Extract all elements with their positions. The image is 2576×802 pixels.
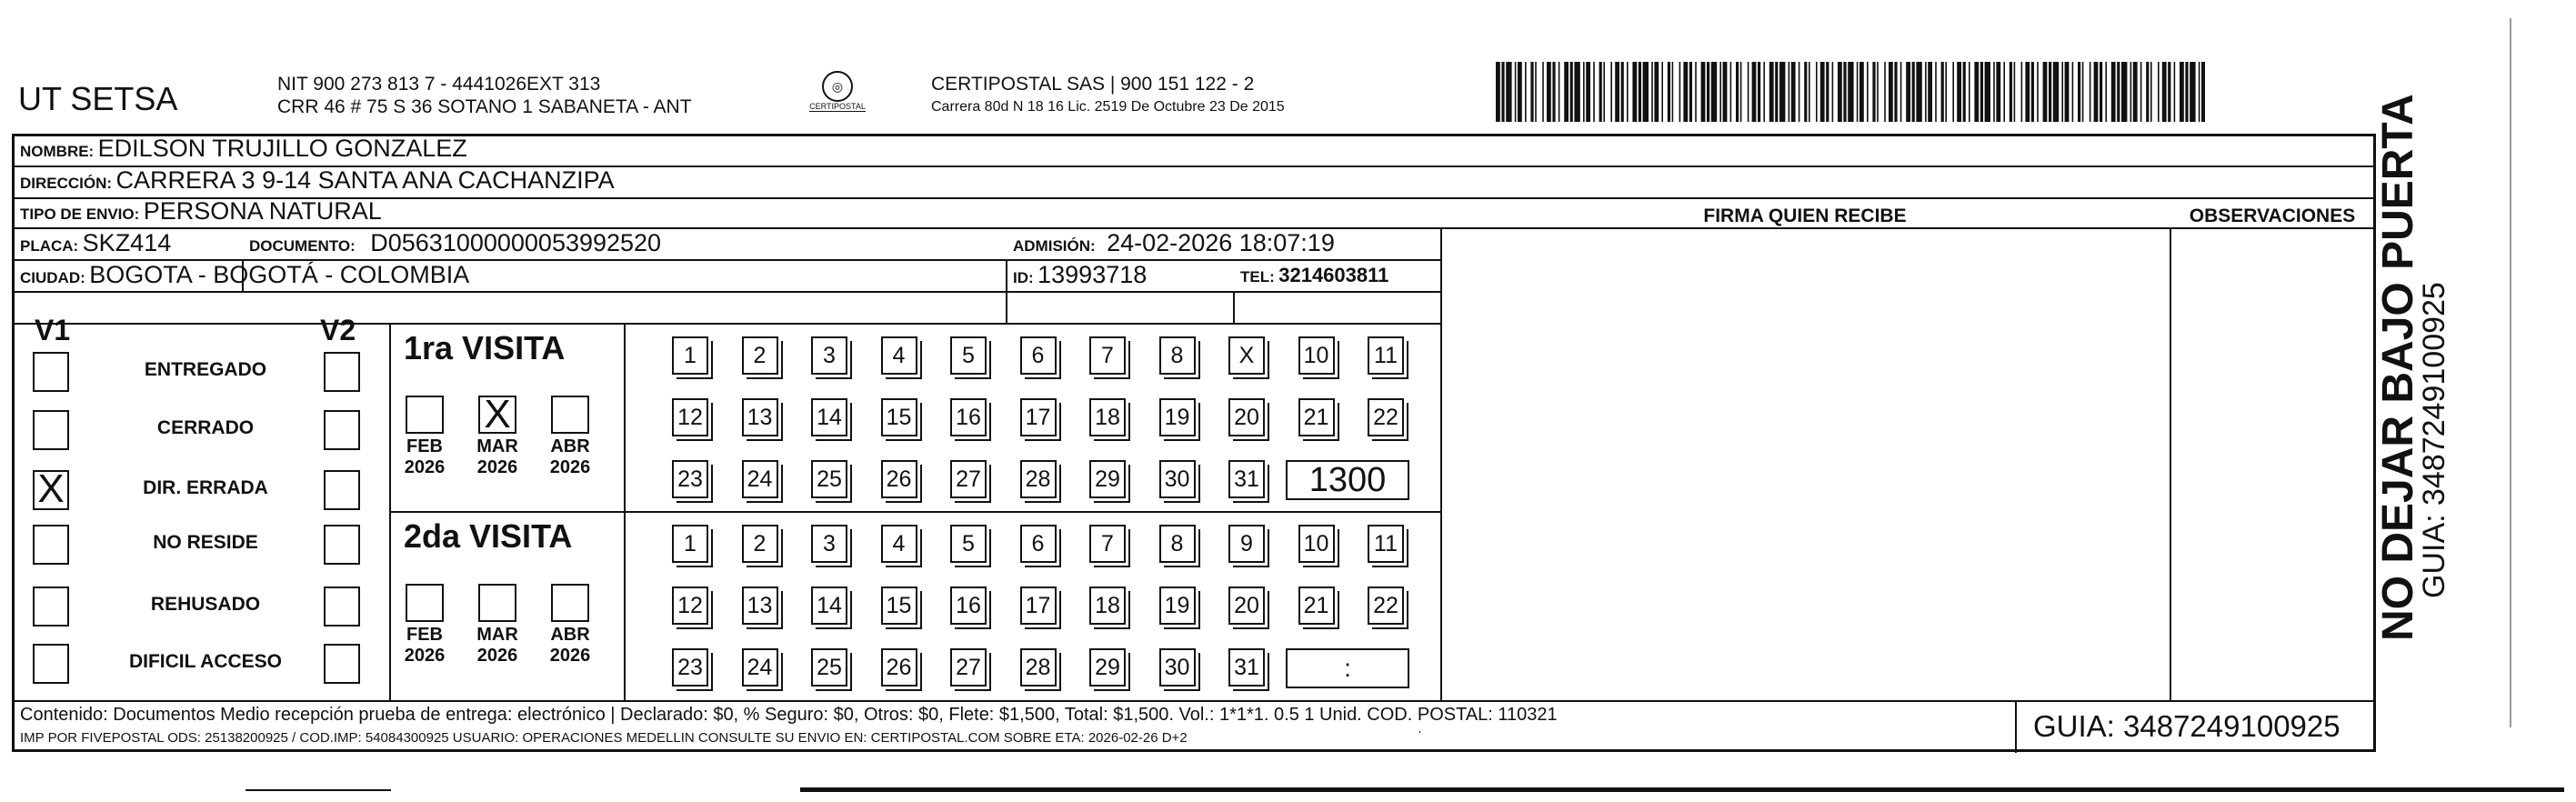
barcode-bar	[1518, 62, 1522, 122]
day-box[interactable]: 25	[811, 460, 847, 498]
barcode-bar	[1632, 62, 1637, 122]
barcode-bar	[1515, 62, 1517, 122]
day-box[interactable]: 2	[742, 525, 778, 563]
barcode-bar	[2150, 62, 2152, 122]
day-box[interactable]: 20	[1228, 586, 1265, 625]
barcode-bar	[1848, 62, 1853, 122]
barcode-bar	[1889, 62, 1893, 122]
day-box[interactable]: 7	[1089, 336, 1126, 375]
barcode-bar	[1570, 62, 1573, 122]
v2-header: V2	[320, 314, 356, 346]
month-year: 2026	[476, 646, 518, 666]
day-box[interactable]: 17	[1020, 586, 1057, 625]
day-box[interactable]: 19	[1159, 586, 1196, 625]
v1-checkbox[interactable]	[33, 644, 69, 684]
day-box[interactable]: 11	[1368, 336, 1404, 375]
barcode-bar	[2053, 62, 2059, 122]
visit-time-field[interactable]: :	[1286, 648, 1409, 688]
barcode-bar	[2168, 62, 2170, 122]
v2-checkbox[interactable]	[324, 470, 360, 510]
day-box[interactable]: 19	[1159, 398, 1196, 436]
barcode-bar	[2140, 62, 2142, 122]
status-label: CERRADO	[156, 417, 255, 438]
barcode-bar	[1672, 62, 1674, 122]
day-box[interactable]: 16	[950, 398, 987, 436]
day-box[interactable]: 21	[1298, 398, 1335, 436]
day-box[interactable]: 10	[1298, 336, 1335, 375]
month-checkbox[interactable]	[478, 584, 516, 622]
month-name: FEB	[406, 625, 443, 645]
ciudad-label: CIUDAD:	[20, 269, 85, 286]
barcode-bar	[1859, 62, 1864, 122]
day-box[interactable]: 21	[1298, 586, 1335, 625]
id-row	[1013, 261, 1147, 289]
barcode-bar	[1689, 62, 1692, 122]
barcode-bar	[1928, 62, 1932, 122]
barcode-bar	[2014, 62, 2016, 122]
barcode-bar	[1957, 62, 1961, 122]
barcode-bar	[2190, 62, 2195, 122]
barcode-bar	[1736, 62, 1739, 122]
barcode-bar	[1758, 62, 1760, 122]
day-box[interactable]: X	[1228, 336, 1265, 375]
barcode-bar	[1775, 62, 1778, 122]
status-label: ENTREGADO	[144, 359, 267, 380]
v2-checkbox[interactable]	[324, 525, 360, 565]
day-box[interactable]: 31	[1228, 460, 1265, 498]
barcode-bar	[1711, 62, 1717, 122]
barcode-bar	[1809, 62, 1810, 122]
barcode-bar	[2025, 62, 2030, 122]
day-box[interactable]: 26	[881, 648, 917, 687]
day-box[interactable]: 1	[672, 336, 708, 375]
barcode-bar	[2065, 62, 2070, 122]
barcode-bar	[1838, 62, 1842, 122]
day-box[interactable]: 5	[950, 525, 987, 563]
v1-checkbox[interactable]	[33, 410, 69, 450]
v1-checkbox[interactable]	[33, 586, 69, 627]
barcode-bar	[1559, 62, 1560, 122]
v2-checkbox[interactable]	[324, 410, 360, 450]
barcode-bar	[1701, 62, 1706, 122]
day-box[interactable]: 22	[1368, 398, 1404, 436]
barcode-bar	[2121, 62, 2127, 122]
barcode-bar	[1603, 62, 1605, 122]
barcode-bar	[1935, 62, 1937, 122]
month-label	[544, 436, 596, 478]
barcode-bar	[1643, 62, 1649, 122]
barcode-bar	[1542, 62, 1544, 122]
barcode-bar	[1668, 62, 1670, 122]
barcode-bar	[1963, 62, 1966, 122]
barcode-bar	[1639, 62, 1641, 122]
month-name: FEB	[406, 436, 443, 456]
day-box[interactable]: 12	[672, 586, 708, 625]
barcode-bar	[1683, 62, 1688, 122]
barcode-bar	[1925, 62, 1927, 122]
day-box[interactable]: 3	[811, 336, 847, 375]
placa-label: PLACA:	[20, 237, 79, 255]
barcode-bar	[1651, 62, 1653, 122]
barcode-bar	[1941, 62, 1944, 122]
barcode-bar	[1906, 62, 1910, 122]
bottom-line-right	[800, 787, 2564, 792]
barcode-bar	[1985, 62, 1990, 122]
tel-row	[1240, 264, 1388, 287]
barcode-bar	[2094, 62, 2099, 122]
barcode-bar	[1719, 62, 1721, 122]
month-name: MAR	[476, 625, 518, 645]
month-year: 2026	[549, 646, 591, 666]
barcode-bar	[1695, 62, 1697, 122]
footer-guia: GUIA: 3487249100925	[2033, 709, 2340, 743]
barcode-bar	[1707, 62, 1709, 122]
day-box[interactable]: 9	[1228, 525, 1265, 563]
barcode-bar	[1799, 62, 1800, 122]
barcode-bar	[2199, 62, 2200, 122]
day-box[interactable]: 30	[1159, 648, 1196, 687]
day-box[interactable]: 15	[881, 586, 917, 625]
barcode-bar	[1740, 62, 1742, 122]
barcode-bar	[2078, 62, 2080, 122]
v1-checkbox[interactable]	[33, 525, 69, 565]
tel-value: 3214603811	[1278, 264, 1389, 286]
placa-value: SKZ414	[82, 229, 172, 256]
visit-title: 2da VISITA	[404, 517, 573, 555]
tel-label: TEL:	[1240, 268, 1275, 286]
day-box[interactable]: 26	[881, 460, 917, 498]
barcode-bar	[1654, 62, 1659, 122]
day-box[interactable]: 7	[1089, 525, 1126, 563]
day-box[interactable]: 4	[881, 336, 917, 375]
day-box[interactable]: 29	[1089, 460, 1126, 498]
address-line: CRR 46 # 75 S 36 SOTANO 1 SABANETA - ANT	[277, 96, 692, 117]
month-checkbox[interactable]	[551, 396, 589, 434]
barcode-bar	[1900, 62, 1902, 122]
barcode-bar	[1769, 62, 1774, 122]
day-box[interactable]: 3	[811, 525, 847, 563]
bottom-line-left	[246, 789, 391, 791]
tipo-envio-label: TIPO DE ENVIO:	[20, 206, 140, 223]
barcode-bar	[2082, 62, 2084, 122]
imp-text: IMP POR FIVEPOSTAL ODS: 25138200925 / COD.IMP: 54084300925 USUARIO: OPERACIONES MEDELLIN CONSULTE SU ENVIO EN: CERTIPOSTAL.COM SOBRE ETA: 2026-02-26 D+2	[20, 730, 1188, 746]
day-box[interactable]: 10	[1298, 525, 1335, 563]
month-name: ABR	[550, 436, 590, 456]
tipo-envio-value: PERSONA NATURAL	[143, 197, 382, 225]
barcode-bar	[2037, 62, 2039, 122]
right-edge-line	[2510, 18, 2511, 727]
documento-row	[249, 229, 661, 257]
barcode	[1496, 62, 2205, 122]
barcode-bar	[2174, 62, 2176, 122]
barcode-bar	[1610, 62, 1612, 122]
barcode-bar	[1832, 62, 1834, 122]
v2-checkbox[interactable]	[324, 586, 360, 627]
barcode-bar	[1679, 62, 1681, 122]
certipostal-license: Carrera 80d N 18 16 Lic. 2519 De Octubre 23 De 2015	[931, 99, 1285, 115]
nombre-label: NOMBRE:	[20, 143, 95, 160]
month-name: ABR	[550, 625, 590, 645]
barcode-bar	[2049, 62, 2051, 122]
barcode-bar	[2130, 62, 2132, 122]
company-name: UT SETSA	[18, 80, 178, 117]
logo-emblem-icon: ◎	[822, 71, 853, 102]
barcode-bar	[2185, 62, 2188, 122]
v2-checkbox[interactable]	[324, 644, 360, 684]
month-checkbox[interactable]	[551, 584, 589, 622]
day-box[interactable]: 2	[742, 336, 778, 375]
barcode-bar	[2111, 62, 2116, 122]
barcode-bar	[2105, 62, 2107, 122]
v1-checkbox[interactable]	[33, 352, 69, 392]
status-label: DIR. ERRADA	[143, 477, 268, 498]
certipostal-logo	[809, 71, 866, 118]
barcode-bar	[1593, 62, 1595, 122]
barcode-bar	[1547, 62, 1551, 122]
barcode-bar	[1501, 62, 1504, 122]
contenido-text: Contenido: Documentos Medio recepción prueba de entrega: electrónico | Declarado: $0, % Seguro: $0, Otros: $0, Flete: $1,500, Total: $1,500. Vol.: 1*1*1. 0.5 1 Unid. COD. POSTAL: 110321	[20, 705, 1558, 725]
v1-checkbox[interactable]	[33, 466, 69, 511]
barcode-bar	[1996, 62, 2000, 122]
barcode-bar	[2043, 62, 2048, 122]
day-box[interactable]: 23	[672, 648, 708, 687]
company-nit-block	[277, 73, 692, 118]
barcode-bar	[2090, 62, 2091, 122]
day-box[interactable]: 30	[1159, 460, 1196, 498]
status-label: NO RESIDE	[153, 532, 258, 553]
month-year: 2026	[549, 457, 591, 477]
barcode-bar	[1779, 62, 1785, 122]
documento-label: DOCUMENTO:	[249, 237, 356, 255]
barcode-bar	[1969, 62, 1970, 122]
day-box[interactable]: 25	[811, 648, 847, 687]
status-label: REHUSADO	[150, 594, 261, 615]
barcode-bar	[1535, 62, 1537, 122]
barcode-bar	[1574, 62, 1579, 122]
visit-time-field[interactable]: 1300	[1286, 460, 1409, 500]
barcode-bar	[1525, 62, 1527, 122]
barcode-bar	[1916, 62, 1921, 122]
barcode-bar	[1945, 62, 1947, 122]
day-box[interactable]: 23	[672, 460, 708, 498]
barcode-bar	[1599, 62, 1602, 122]
month-name: MAR	[476, 436, 518, 456]
certipostal-info	[931, 73, 1285, 118]
placa-row	[20, 229, 171, 257]
day-box[interactable]: 6	[1020, 525, 1057, 563]
day-box[interactable]: 14	[811, 586, 847, 625]
no-dejar-bajo-puerta-text: NO DEJAR BAJO PUERTA	[2374, 94, 2422, 641]
id-value: 13993718	[1037, 261, 1148, 288]
barcode-bar	[1506, 62, 1511, 122]
barcode-bar	[2146, 62, 2149, 122]
barcode-bar	[1496, 62, 1500, 122]
day-box[interactable]: 29	[1089, 648, 1126, 687]
month-label	[398, 436, 451, 478]
barcode-bar	[1872, 62, 1875, 122]
month-checkbox[interactable]	[406, 584, 444, 622]
barcode-bar	[1564, 62, 1569, 122]
barcode-bar	[2061, 62, 2063, 122]
month-checkbox[interactable]	[478, 392, 516, 436]
barcode-bar	[2010, 62, 2012, 122]
nit-line: NIT 900 273 813 7 - 4441026EXT 313	[277, 74, 601, 95]
day-box[interactable]: 5	[950, 336, 987, 375]
barcode-bar	[2133, 62, 2138, 122]
day-box[interactable]: 28	[1020, 460, 1057, 498]
documento-value: D05631000000053992520	[370, 229, 662, 256]
month-year: 2026	[404, 457, 446, 477]
barcode-bar	[1748, 62, 1749, 122]
barcode-bar	[2201, 62, 2205, 122]
visit-title: 1ra VISITA	[404, 329, 566, 366]
barcode-bar	[1826, 62, 1829, 122]
barcode-bar	[1615, 62, 1619, 122]
certipostal-name: CERTIPOSTAL SAS | 900 151 122 - 2	[931, 74, 1255, 95]
day-box[interactable]: 13	[742, 586, 778, 625]
barcode-bar	[1763, 62, 1765, 122]
barcode-bar	[1816, 62, 1818, 122]
barcode-bar	[1980, 62, 1983, 122]
admision-label: ADMISIÓN:	[1013, 237, 1096, 255]
check-mark-icon: X	[484, 392, 511, 436]
month-label	[398, 625, 451, 667]
barcode-bar	[2117, 62, 2120, 122]
barcode-bar	[2100, 62, 2102, 122]
day-box[interactable]: 18	[1089, 586, 1126, 625]
status-label: DIFICIL ACCESO	[128, 651, 282, 672]
barcode-bar	[2072, 62, 2074, 122]
barcode-bar	[2021, 62, 2023, 122]
day-box[interactable]: 13	[742, 398, 778, 436]
barcode-bar	[1661, 62, 1663, 122]
ciudad-value: BOGOTA - BOGOTÁ - COLOMBIA	[89, 261, 470, 288]
barcode-bar	[1752, 62, 1757, 122]
day-box[interactable]: 27	[950, 460, 987, 498]
barcode-bar	[2158, 62, 2160, 122]
barcode-bar	[2162, 62, 2167, 122]
barcode-bar	[1583, 62, 1585, 122]
delivery-form	[12, 134, 2376, 752]
barcode-bar	[1974, 62, 1979, 122]
month-year: 2026	[476, 457, 518, 477]
barcode-bar	[1952, 62, 1954, 122]
day-box[interactable]: 20	[1228, 398, 1265, 436]
admision-value: 24-02-2026 18:07:19	[1107, 229, 1335, 256]
barcode-bar	[1894, 62, 1897, 122]
observaciones-header: OBSERVACIONES	[2189, 206, 2356, 226]
barcode-bar	[1530, 62, 1533, 122]
day-box[interactable]: 18	[1089, 398, 1126, 436]
firma-header: FIRMA QUIEN RECIBE	[1703, 206, 1907, 226]
month-year: 2026	[404, 646, 446, 666]
day-box[interactable]: 17	[1020, 398, 1057, 436]
barcode-bar	[1627, 62, 1629, 122]
day-box[interactable]: 8	[1159, 525, 1196, 563]
barcode-bar	[1552, 62, 1555, 122]
barcode-bar	[1789, 62, 1790, 122]
month-checkbox[interactable]	[406, 396, 444, 434]
barcode-bar	[1843, 62, 1846, 122]
id-label: ID:	[1013, 269, 1034, 286]
day-box[interactable]: 14	[811, 398, 847, 436]
day-box[interactable]: 27	[950, 648, 987, 687]
barcode-bar	[1867, 62, 1869, 122]
side-guia-text: GUIA: 3487249100925	[2417, 282, 2451, 598]
day-box[interactable]: 4	[881, 525, 917, 563]
barcode-bar	[2180, 62, 2184, 122]
day-box[interactable]: 24	[742, 648, 778, 687]
day-box[interactable]: 6	[1020, 336, 1057, 375]
check-mark-icon: X	[37, 466, 65, 511]
day-box[interactable]: 16	[950, 586, 987, 625]
barcode-bar	[1621, 62, 1624, 122]
tipo-envio-row	[20, 197, 382, 226]
day-box[interactable]: 8	[1159, 336, 1196, 375]
barcode-bar	[1857, 62, 1859, 122]
barcode-bar	[1586, 62, 1590, 122]
day-box[interactable]: 28	[1020, 648, 1057, 687]
day-box[interactable]: 12	[672, 398, 708, 436]
logo-text: CERTIPOSTAL	[809, 102, 866, 111]
barcode-bar	[1791, 62, 1796, 122]
direccion-value: CARRERA 3 9-14 SANTA ANA CACHANZIPA	[115, 166, 615, 194]
nombre-row	[20, 135, 467, 163]
barcode-bar	[1730, 62, 1732, 122]
day-box[interactable]: 24	[742, 460, 778, 498]
v2-checkbox[interactable]	[324, 352, 360, 392]
month-label	[544, 625, 596, 667]
v1-header: V1	[35, 314, 71, 346]
barcode-bar	[1884, 62, 1886, 122]
barcode-bar	[1723, 62, 1728, 122]
barcode-bar	[1877, 62, 1879, 122]
barcode-bar	[2003, 62, 2005, 122]
admision-row	[1013, 229, 1335, 257]
nombre-value: EDILSON TRUJILLO GONZALEZ	[97, 135, 467, 162]
day-box[interactable]: 31	[1228, 648, 1265, 687]
day-box[interactable]: 22	[1368, 586, 1404, 625]
month-label	[471, 625, 524, 667]
barcode-bar	[2031, 62, 2034, 122]
barcode-bar	[1912, 62, 1915, 122]
day-box[interactable]: 15	[881, 398, 917, 436]
direccion-row	[20, 166, 615, 195]
direccion-label: DIRECCIÓN:	[20, 175, 113, 192]
barcode-bar	[1993, 62, 1995, 122]
day-box[interactable]: 1	[672, 525, 708, 563]
month-label	[471, 436, 524, 478]
barcode-bar	[1804, 62, 1807, 122]
barcode-bar	[1820, 62, 1825, 122]
ciudad-row	[20, 261, 469, 289]
day-box[interactable]: 11	[1368, 525, 1404, 563]
